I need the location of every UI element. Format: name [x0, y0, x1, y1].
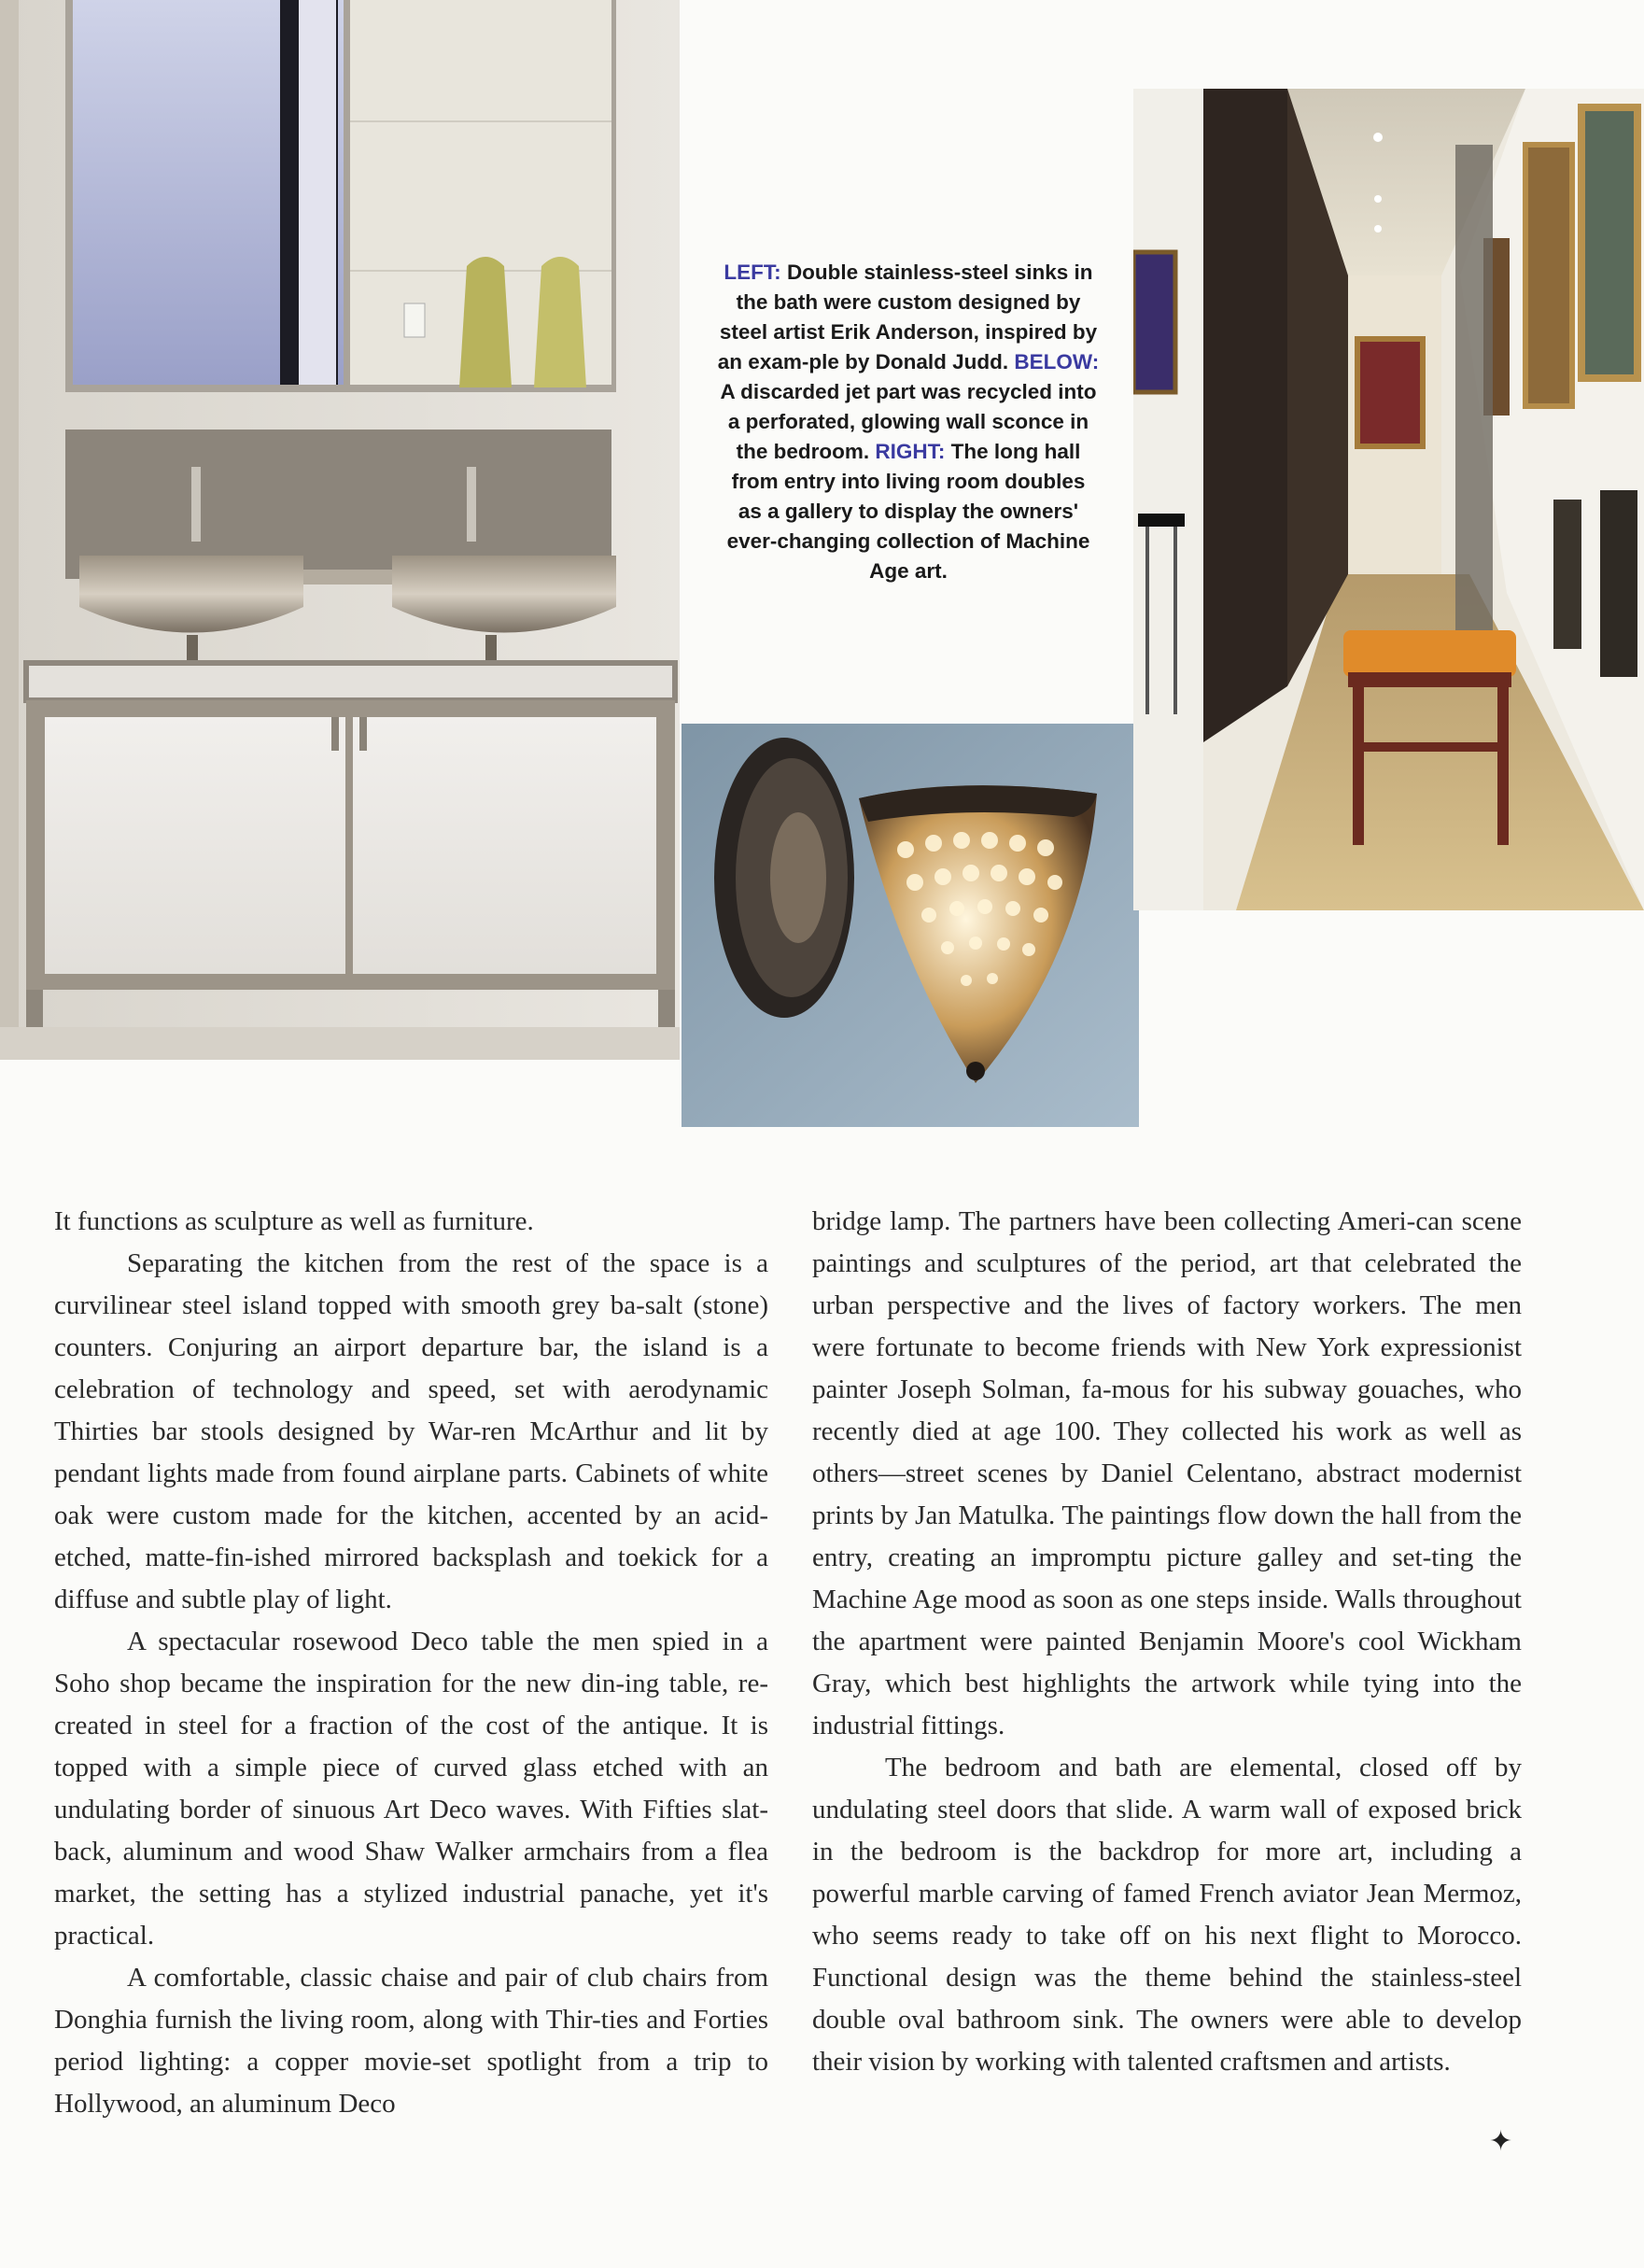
paragraph: A spectacular rosewood Deco table the men spied in a Soho shop became the inspiration for the new din-ing table, re-created in steel for a fraction of the cost of the antique. It is topped with a simple piece of curved glass etched with an undulating border of sinuous Art Deco waves. With Fifties slat-back, aluminum and wood Shaw Walker armchairs from a flea market, the setting has a stylized industrial panache, yet it's practical. — [54, 1627, 768, 1951]
paragraph: bridge lamp. The partners have been collecting Ameri-can scene paintings and sculptures of the period, art that celebrated the urban perspective and the lives of factory workers. The men were fortunate to become friends with New York expressionist painter Joseph Solman, fa-mous for his subway gouaches, who recently died at age 100. They collected his work as well as others—street scenes by Daniel Celentano, abstract modernist prints by Jan Matulka. The paintings flow down the hall from the entry, creating an impromptu picture galley and set-ting the Machine Age mood as soon as one steps inside. Walls throughout the apartment were painted Benjamin Moore's cool Wickham Gray, which best highlights the artwork while tying into the industrial fittings. — [812, 1206, 1522, 1740]
paragraph: Separating the kitchen from the rest of the space is a curvilinear steel island topped with smooth grey ba-salt (stone) counters. Conjuring an airport departure bar, the island is a celebration of technology and speed, set with aerodynamic Thirties bar stools designed by War-ren McArthur and lit by pendant lights made from found airplane parts. Cabinets of white oak were custom made for the kitchen, accented by an acid-etched, matte-fin-ished mirrored backsplash and toekick for a diffuse and subtle play of light. — [54, 1248, 768, 1614]
caption-below-text: A discarded jet part was recycled into a perforated, glowing wall sconce in the bedroom. — [720, 380, 1097, 463]
caption-below-label: BELOW: — [1014, 350, 1100, 373]
paragraph: It functions as sculpture as well as furniture. — [54, 1206, 534, 1236]
article-right-column — [812, 1201, 1522, 2083]
caption-left-text: Double stainless-steel sinks in the bath were custom designed by steel artist Erik Anderson, inspired by an exam-ple by Donald Judd. — [717, 261, 1098, 373]
caption-left-label: LEFT: — [724, 261, 781, 284]
jet-part-sconce-photo — [681, 724, 1139, 1127]
bathroom-sinks-photo — [0, 0, 680, 1060]
article-left-column — [54, 1201, 768, 2125]
caption-right-text: The long hall from entry into living room doubles as a gallery to display the owners' ever-changing collection of Machine Age art. — [726, 440, 1090, 583]
photo-caption — [717, 258, 1100, 586]
end-of-article-mark: ✦ — [1489, 2125, 1513, 2158]
caption-right-label: RIGHT: — [875, 440, 946, 463]
paragraph: The bedroom and bath are elemental, closed off by undulating steel doors that slide. A warm wall of exposed brick in the bedroom is the backdrop for more art, including a powerful marble carving of famed French aviator Jean Mermoz, who seems ready to take off on his next flight to Morocco. Functional design was the theme behind the stainless-steel double oval bathroom sink. The owners were able to develop their vision by working with talented craftsmen and artists. — [812, 1753, 1522, 2077]
hallway-gallery-photo — [1133, 89, 1644, 910]
paragraph: A comfortable, classic chaise and pair of club chairs from Donghia furnish the living room, along with Thir-ties and Forties period lighting: a copper movie-set spotlight from a trip to Hollywood, an aluminum Deco — [54, 1963, 768, 2119]
